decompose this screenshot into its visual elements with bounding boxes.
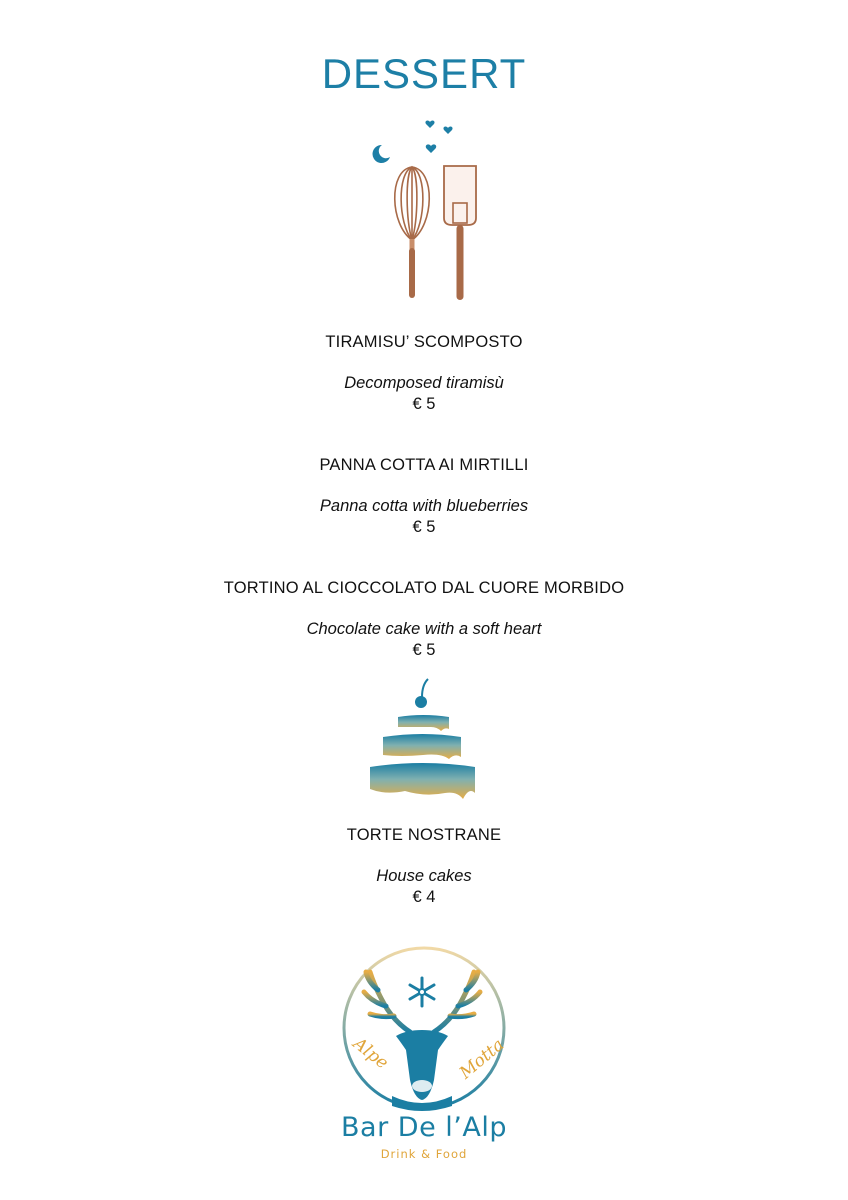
- menu-item: [0, 333, 848, 414]
- brand-tagline: Drink & Food: [380, 1147, 468, 1161]
- dish-name: TORTE NOSTRANE: [346, 826, 502, 844]
- dish-price: € 4: [412, 888, 436, 906]
- dish-price: € 5: [412, 641, 436, 659]
- dish-description: Chocolate cake with a soft heart: [306, 620, 542, 638]
- logo-text-right: Motta: [455, 1034, 509, 1084]
- dish-description: House cakes: [376, 867, 472, 885]
- dish-price: € 5: [412, 395, 436, 413]
- dish-name: PANNA COTTA AI MIRTILLI: [319, 456, 529, 474]
- logo-text-left: Alpe: [349, 1033, 392, 1074]
- dish-name: TIRAMISU’ SCOMPOSTO: [325, 333, 523, 351]
- menu-item: [0, 826, 848, 907]
- page-title: DESSERT: [321, 50, 527, 97]
- layered-cake-icon: [365, 675, 480, 810]
- menu-item: [0, 579, 848, 660]
- dish-name: TORTINO AL CIOCCOLATO DAL CUORE MORBIDO: [223, 579, 625, 597]
- whisk-spatula-icon: [360, 115, 490, 305]
- dish-description: Decomposed tiramisù: [344, 374, 504, 392]
- menu-item: [0, 456, 848, 537]
- brand-name: Bar De l’Alp: [341, 1112, 507, 1143]
- dish-price: € 5: [412, 518, 436, 536]
- dish-description: Panna cotta with blueberries: [319, 497, 529, 515]
- deer-snowflake-logo: [330, 940, 518, 1180]
